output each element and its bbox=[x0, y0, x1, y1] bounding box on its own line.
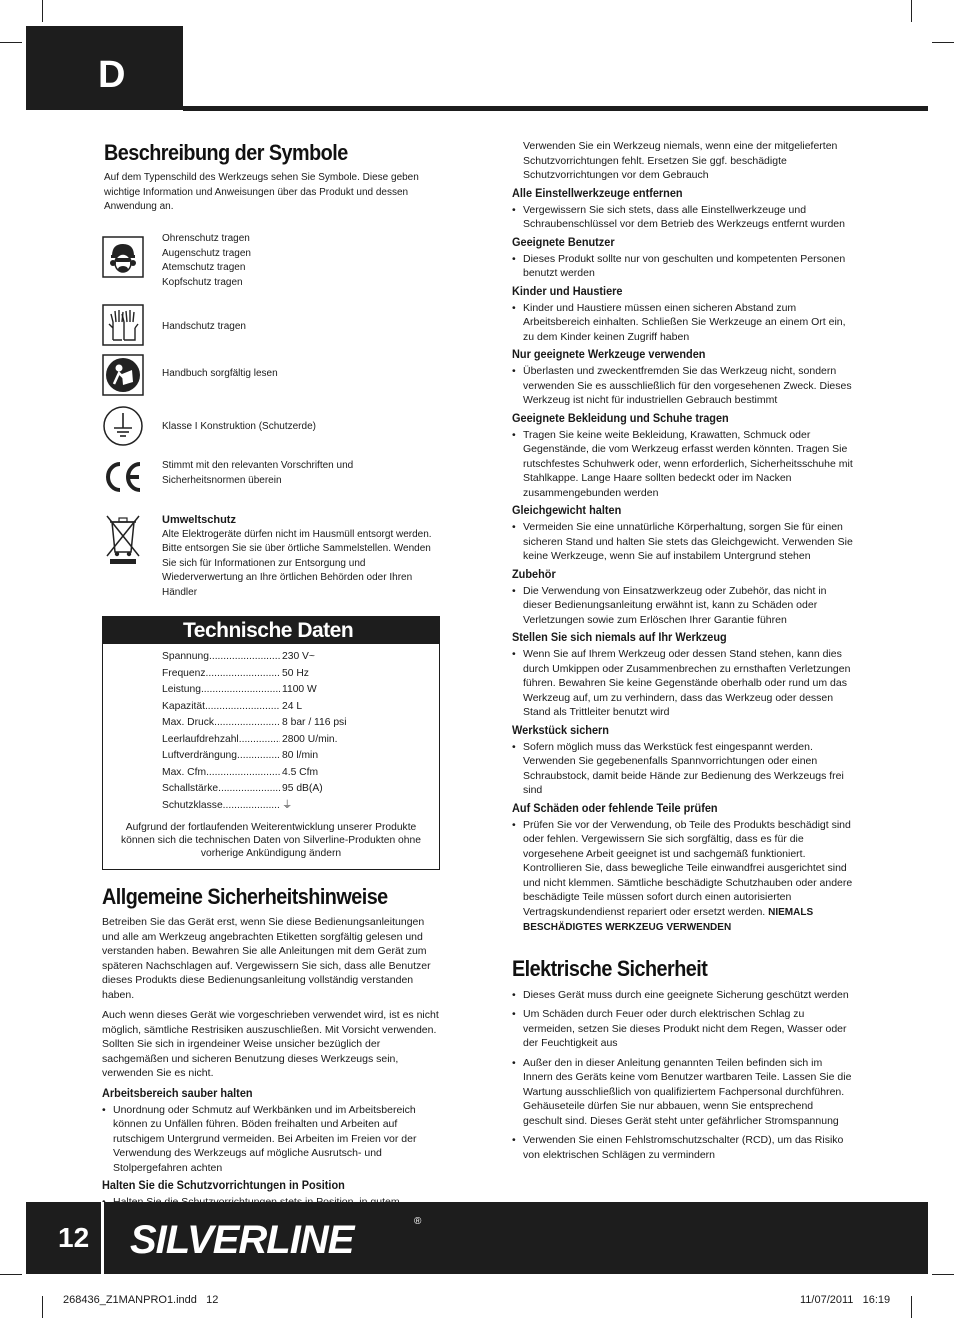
section-heading: Gleichgewicht halten bbox=[512, 505, 622, 517]
date-slug: 11/07/2011 16:19 bbox=[800, 1294, 891, 1306]
tech-data-label: Max. Druck bbox=[162, 717, 215, 728]
section-heading: Stellen Sie sich niemals auf Ihr Werkzeug bbox=[512, 632, 727, 644]
bullet-item: • Kinder und Haustiere müssen einen sicheren Abstand zum Arbeitsbereich einhalten. Schließen Sie Werkzeuge an einem Ort ein, zu dem Kinder keinen Zugriff haben bbox=[512, 301, 854, 345]
tech-data-row bbox=[162, 649, 352, 666]
section-heading: Geeignete Benutzer bbox=[512, 236, 615, 249]
bullet-item: • Vergewissern Sie sich stets, dass alle Einstellwerkzeuge und Schraubenschlüssel vor dem Betrieb des Werkzeugs entfernt wurden bbox=[512, 203, 854, 232]
crop-mark bbox=[911, 0, 912, 22]
leader-dots bbox=[206, 765, 280, 782]
file-slug: 268436_Z1MANPRO1.indd 12 bbox=[63, 1294, 219, 1306]
crop-mark bbox=[932, 42, 954, 43]
tech-data-label: Leistung bbox=[162, 684, 201, 695]
tech-data-value: 4.5 Cfm bbox=[282, 766, 319, 778]
bullet-item: • Vermeiden Sie eine unnatürliche Körperhaltung, sorgen Sie für einen sicheren Stand und halten Sie stets das Gleichgewicht. Verwenden Sie keine Werkzeuge, wenn Sie auf instabilem Untergrund stehen bbox=[512, 520, 854, 564]
section-heading: Halten Sie die Schutzvorrichtungen in Position bbox=[102, 1180, 345, 1192]
earth-ground-icon bbox=[102, 405, 144, 447]
section-heading: Zubehör bbox=[512, 568, 556, 581]
tech-data-row bbox=[162, 732, 352, 749]
tech-data-row bbox=[162, 781, 352, 798]
bullet-list bbox=[512, 520, 854, 564]
tech-data-label: Max. Cfm bbox=[162, 766, 207, 778]
tech-data-value: 2800 U/min. bbox=[282, 733, 338, 745]
bullet-list bbox=[512, 364, 854, 408]
bullet-item: • Tragen Sie keine weite Bekleidung, Krawatten, Schmuck oder Gegenstände, die vom Werkzeug erfasst werden könnten. Tragen Sie rutschfestes Schuhwerk oder, wenn erforderlich, Sicherheitsschuhe mit Stahlkappe. Lange Haare sollten bedeckt oder im Nacken zusammengebunden werden bbox=[512, 428, 854, 501]
crop-mark bbox=[932, 1274, 954, 1275]
general-safety-para: Auch wenn dieses Gerät wie vorgeschrieben verwendet wird, ist es nicht möglich, sämtliche Restrisiken auszuschließen. Mit Vorsicht verwenden. Sollten Sie sich in irgendeiner Weise unsicher bezüglich der sachgemäßen und sicheren Benutzung dieses Werkzeugs sein, verwenden Sie es nicht. bbox=[102, 1009, 439, 1079]
symbol-line: Klasse I Konstruktion (Schutzerde) bbox=[162, 421, 316, 432]
continuation-text: Verwenden Sie ein Werkzeug niemals, wenn eine der mitgelieferten Schutzvorrichtungen fehlt. Ersetzen Sie ggf. beschädigte Schutzvorrichtungen vor dem Gebrauch bbox=[523, 140, 838, 181]
bullet-list bbox=[512, 647, 854, 720]
page-number: 12 bbox=[58, 1222, 90, 1253]
tech-data-row bbox=[162, 715, 352, 732]
symbol-text: Alte Elektrogeräte dürfen nicht im Hausmüll entsorgt werden. Bitte entsorgen Sie sie über örtliche Sammelstellen. Wenden Sie sich für Informationen zur Entsorgung und Wiederverwertung an Ihre örtlichen Behörden oder Ihren Händler bbox=[162, 528, 432, 598]
section-heading: Nur geeignete Werkzeuge verwenden bbox=[512, 349, 706, 361]
ppe-head-icon bbox=[102, 236, 144, 278]
tech-data-label: Kapazität bbox=[162, 700, 205, 712]
language-letter: D bbox=[98, 54, 126, 96]
electrical-safety-title: Elektrische Sicherheit bbox=[512, 955, 708, 981]
symbol-line: Handbuch sorgfältig lesen bbox=[162, 368, 278, 379]
tech-data-label: Luftverdrängung bbox=[162, 750, 237, 761]
bullet-item: • Außer den in dieser Anleitung genannten Teilen befinden sich im Innern des Geräts keine vom Benutzer wartbaren Teile. Lassen Sie die Wartung ausschließlich von qualifiziertem Fachpersonal durchführen. Gehäuseteile dürfen Sie nur abbauen, wenn Sie entsprechend geschult sind. Dieses Gerät steht unter gefährlicher Stromspannung bbox=[512, 1056, 854, 1129]
symbols-intro: Auf dem Typenschild des Werkzeugs sehen Sie Symbole. Diese geben wichtige Information und Anweisungen über das Produkt und dessen Anwendung an. bbox=[104, 172, 419, 212]
bullet-bold-text: NIEMALS BESCHÄDIGTES WERKZEUG VERWENDEN bbox=[523, 906, 814, 933]
crop-mark bbox=[42, 0, 43, 22]
tech-data-value: 24 L bbox=[282, 700, 303, 712]
leader-dots bbox=[201, 682, 280, 699]
bullet-list bbox=[512, 203, 854, 232]
tech-data-value: ⏚ bbox=[282, 799, 293, 811]
crop-mark bbox=[0, 42, 22, 43]
general-safety-title: Allgemeine Sicherheitshinweise bbox=[102, 884, 388, 909]
bullet-list bbox=[512, 301, 854, 345]
bullet-list bbox=[102, 1103, 444, 1176]
general-safety-right bbox=[512, 139, 854, 1167]
section-heading: Geeignete Bekleidung und Schuhe tragen bbox=[512, 412, 729, 425]
section-heading: Arbeitsbereich sauber halten bbox=[102, 1087, 253, 1100]
bullet-item: • Dieses Produkt sollte nur von geschulten und kompetenten Personen benutzt werden bbox=[512, 252, 854, 281]
header-rule bbox=[183, 106, 928, 111]
symbol-line: Sicherheitsnormen überein bbox=[162, 474, 282, 486]
bullet-list bbox=[512, 428, 854, 501]
tech-data-row bbox=[162, 798, 352, 815]
general-safety-left bbox=[102, 884, 444, 1227]
tech-data-value: 50 Hz bbox=[282, 667, 309, 679]
tech-data-label: Frequenz bbox=[162, 667, 206, 679]
tech-data-value: 80 l/min bbox=[282, 750, 319, 761]
bullet-item: • Überlasten und zweckentfremden Sie das Werkzeug nicht, sondern verwenden Sie es ausschließlich für den vorgesehenen Zweck. Dieses Werkzeug ist nicht für industriellen Gebrauch bestimmt bbox=[512, 364, 854, 408]
symbols-title: Beschreibung der Symbole bbox=[104, 140, 348, 165]
symbol-heading: Umweltschutz bbox=[162, 514, 236, 526]
section-heading: Alle Einstellwerkzeuge entfernen bbox=[512, 187, 683, 200]
leader-dots bbox=[205, 699, 280, 716]
bullet-list bbox=[512, 818, 854, 936]
bullet-item: • Verwenden Sie einen Fehlstromschutzschalter (RCD), um das Risiko von elektrischen Schlägen zu vermindern bbox=[512, 1133, 854, 1162]
bullet-item: • Wenn Sie auf Ihrem Werkzeug oder dessen Stand stehen, kann dies durch Umkippen oder Zusammenbrechen zu ernsthaften Verletzungen führen. Bewahren Sie keine Gegenstände oberhalb oder rund um das Werkzeug auf, um zu verhindern, dass das Werkzeug oder dessen Stand als Trittleiter benutzt wird bbox=[512, 647, 854, 720]
crop-mark bbox=[42, 1296, 43, 1318]
tech-data-label: Schutzklasse bbox=[162, 799, 223, 811]
gloves-icon bbox=[102, 304, 144, 346]
symbol-line: Ohrenschutz tragen bbox=[162, 233, 250, 244]
section-heading: Kinder und Haustiere bbox=[512, 285, 623, 298]
tech-data-label: Leerlaufdrehzahl bbox=[162, 733, 239, 745]
leader-dots bbox=[214, 715, 280, 732]
tech-data-value: 1100 W bbox=[282, 684, 317, 695]
footer-divider bbox=[101, 1202, 104, 1290]
symbol-line: Kopfschutz tragen bbox=[162, 276, 243, 288]
weee-bin-icon bbox=[102, 512, 144, 566]
bullet-item: • Dieses Gerät muss durch eine geeignete Sicherung geschützt werden bbox=[512, 988, 854, 1003]
section-heading: Auf Schäden oder fehlende Teile prüfen bbox=[512, 802, 718, 815]
bullet-item bbox=[512, 818, 854, 936]
bullet-item: • Um Schäden durch Feuer oder durch elektrischen Schlag zu vermeiden, setzen Sie dieses Produkt nicht dem Regen, Wasser oder der Feuchtigkeit aus bbox=[512, 1007, 854, 1051]
tech-data-row bbox=[162, 748, 352, 765]
tech-data-row bbox=[162, 682, 352, 699]
leader-dots bbox=[206, 666, 280, 683]
leader-dots bbox=[237, 748, 280, 765]
bullet-list bbox=[512, 252, 854, 281]
brand-wordmark: SILVERLINE bbox=[130, 1218, 354, 1262]
tech-data-row bbox=[162, 699, 352, 716]
bullet-list bbox=[512, 584, 854, 628]
leader-dots bbox=[223, 798, 280, 815]
crop-mark bbox=[0, 1274, 22, 1275]
right-sections bbox=[512, 187, 854, 798]
bullet-item: • Sofern möglich muss das Werkstück fest eingespannt werden. Verwenden Sie gegebenenfalls Spannvorrichtungen oder einen Schraubstock, damit beide Hände zur Bedienung des Werkzeugs frei sind bbox=[512, 740, 854, 798]
bullet-text: Prüfen Sie vor der Verwendung, ob Teile des Produkts beschädigt sind oder fehlen. Vergewissern Sie sich sorgfältig, dass es für die vorgesehene Arbeit geeignet ist und sachgemäß funktioniert. Kontrollieren Sie, dass bewegliche Teile einwandfrei ausgerichtet sind und nicht klemmen. Sämtliche beschädigte Schutzhauben oder andere beschädigte Teile müssen sofort durch einen autorisierten Vertragskundendienst repariert oder ersetzt werden. bbox=[523, 818, 853, 918]
bullet-list bbox=[512, 740, 854, 798]
symbol-line: Stimmt mit den relevanten Vorschriften und bbox=[162, 460, 354, 471]
manual-icon bbox=[102, 354, 144, 396]
tech-data-label: Spannung bbox=[162, 651, 209, 662]
tech-data-row bbox=[162, 666, 352, 683]
electrical-safety-list bbox=[512, 988, 854, 1163]
crop-mark bbox=[911, 1296, 912, 1318]
tech-data-header bbox=[103, 617, 439, 644]
silverline-logo bbox=[116, 1212, 428, 1264]
tech-data-row bbox=[162, 765, 352, 782]
tech-data-box bbox=[102, 616, 440, 870]
tech-data-value: 230 V~ bbox=[282, 651, 315, 662]
leader-dots bbox=[239, 732, 280, 749]
tech-data-value: 8 bar / 116 psi bbox=[282, 717, 347, 728]
ce-mark-icon bbox=[102, 456, 144, 498]
tech-data-value: 95 dB(A) bbox=[282, 783, 323, 794]
symbol-line: Atemschutz tragen bbox=[162, 262, 246, 273]
tech-data-title: Technische Daten bbox=[183, 619, 354, 642]
bullet-item: • Die Verwendung von Einsatzwerkzeug oder Zubehör, das nicht in dieser Bedienungsanleitung erwähnt ist, kann zu Schäden oder Verletzungen sowie zum Erlöschen Ihrer Garantie führen bbox=[512, 584, 854, 628]
tech-data-table bbox=[162, 649, 352, 814]
general-safety-para: Betreiben Sie das Gerät erst, wenn Sie diese Bedienungsanleitungen und alle am Werkzeug angebrachten Etiketten sorgfältig gelesen und verstanden haben. Bewahren Sie alle Anleitungen mit dem Gerät zum späteren Nachschlagen auf. Vergewissern Sie sich, dass alle Benutzer dieses Produkts diese Bedienungsanleitung vollständig verstanden haben. bbox=[102, 916, 431, 1001]
bullet-item: • Unordnung oder Schmutz auf Werkbänken und im Arbeitsbereich können zu Unfällen führen. Böden freihalten und Arbeiten auf rutschigem Untergrund vermeiden. Bei Arbeiten im Freien vor der Verwendung des Werkzeugs auf mögliche Ausrutsch- und Stolpergefahren achten bbox=[102, 1103, 444, 1176]
tech-data-note: Aufgrund der fortlaufenden Weiterentwicklung unserer Produkte können sich die technischen Daten von Silverline-Produkten ohne vorherige Ankündigung ändern bbox=[121, 822, 421, 859]
registered-mark: ® bbox=[414, 1216, 422, 1227]
symbol-line: Handschutz tragen bbox=[162, 321, 246, 332]
symbols-section bbox=[104, 140, 424, 221]
section-heading: Werkstück sichern bbox=[512, 724, 609, 737]
tech-data-label: Schallstärke bbox=[162, 783, 219, 794]
symbol-line: Augenschutz tragen bbox=[162, 247, 251, 259]
leader-dots bbox=[218, 781, 280, 798]
leader-dots bbox=[209, 649, 280, 666]
